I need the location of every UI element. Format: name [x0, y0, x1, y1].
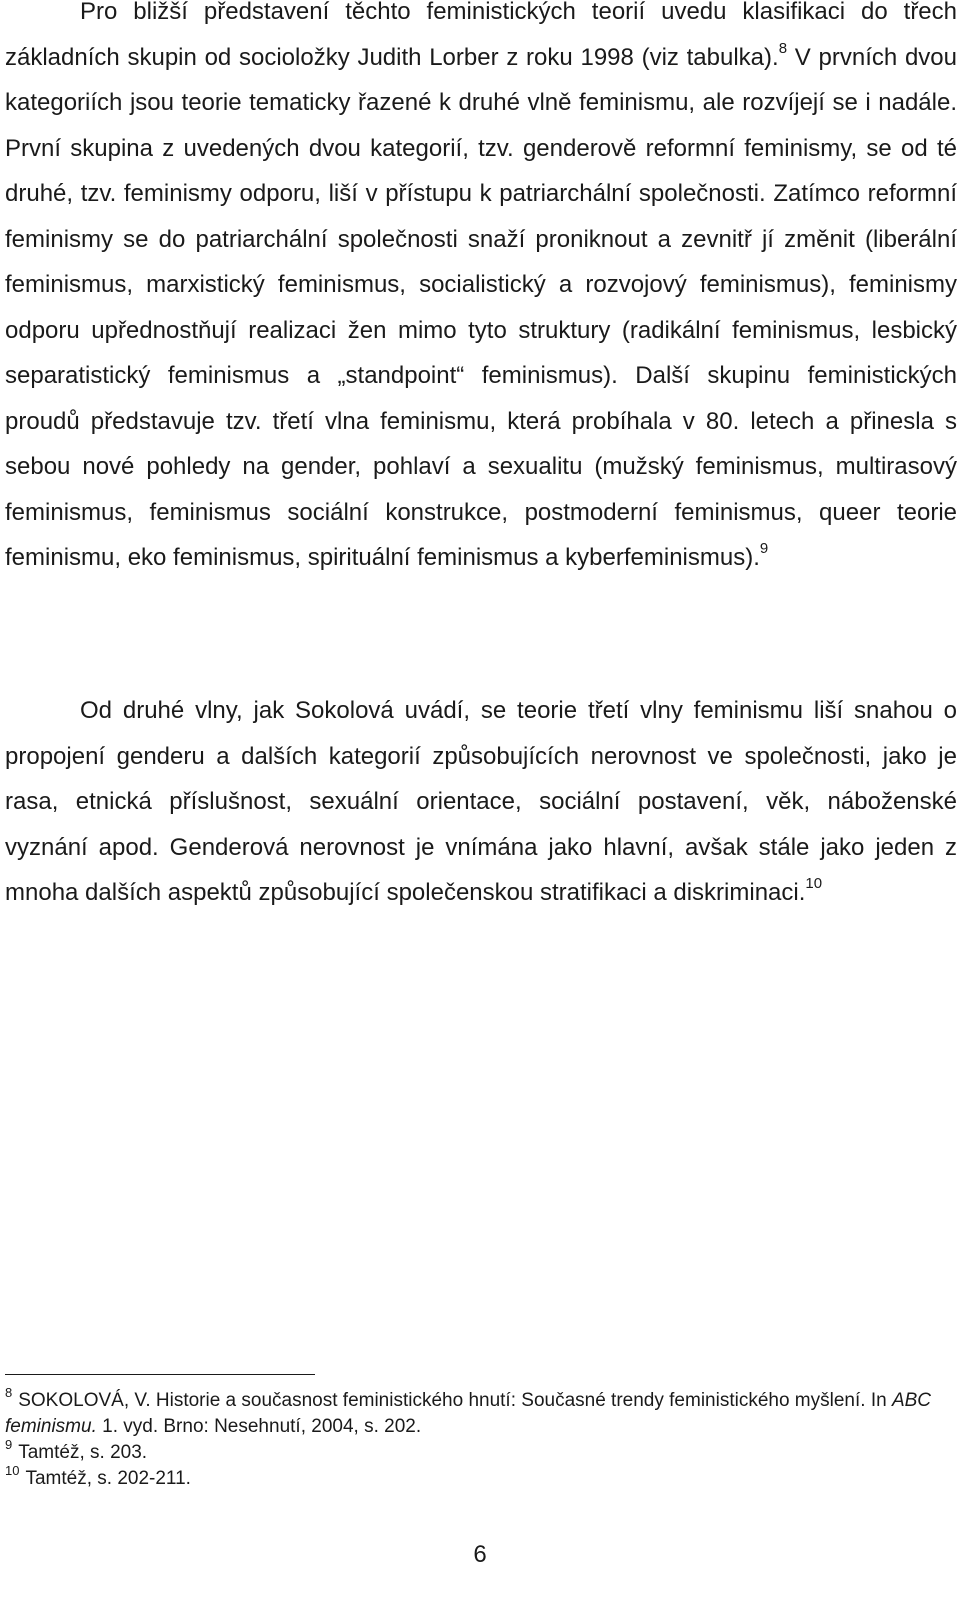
footnote-number: 9 [5, 1436, 13, 1452]
footnote-ref-9[interactable]: 9 [759, 540, 769, 557]
paragraph-third-wave [5, 688, 957, 916]
paragraph-text: Od druhé vlny, jak Sokolová uvádí, se teorie třetí vlny feminismu liší snahou o propojení genderu a dalších kategorií způsobujících nerovnost ve společnosti, jako je rasa, etnická příslušnost, sexuální orientace, sociální postavení, věk, náboženské vyznání apod. Genderová nerovnost je vnímána jako hlavní, avšak stále jako jeden z mnoha dalších aspektů způsobující společenskou stratifikaci a diskriminaci. [5, 697, 957, 906]
footnote-text: 1. vyd. Brno: Nesehnutí, 2004, s. 202. [96, 1416, 422, 1437]
paragraph-text: Pro bližší představení těchto feministických teorií uvedu klasifikaci do třech základních skupin od socioložky Judith Lorber z roku 1998 (viz tabulka). [5, 0, 957, 71]
page-number: 6 [473, 1541, 487, 1568]
footnote-italic-title: ABC feminismu. [5, 1390, 932, 1437]
footnote-9 [5, 1436, 957, 1466]
footnote-separator [5, 1374, 315, 1375]
footnotes-section [5, 1384, 957, 1492]
paragraph-text: V prvních dvou kategoriích jsou teorie tematicky řazené k druhé vlně feminismu, ale rozvíjejí se i nadále. První skupina z uvedených dvou kategorií, tzv. genderově reformní feminismy, se od té druhé, tzv. feminismy odporu, liší v přístupu k patriarchální společnosti. Zatímco reformní feminismy se do patriarchální společnosti snaží proniknout a zevnitř jí změnit (liberální feminismus, marxistický feminismus, socialistický a rozvojový feminismus), feminismy odporu upřednostňují realizaci žen mimo tyto struktury (radikální feminismus, lesbický separatistický feminismus a „standpoint“ feminismus). Další skupinu feministických proudů představuje tzv. třetí vlna feminismu, která probíhala v 80. letech a přinesla s sebou nové pohledy na gender, pohlaví a sexualitu (mužský feminismus, multirasový feminismus, feminismus sociální konstrukce, postmoderní feminismus, queer teorie feminismu, eko feminismus, spirituální feminismus a kyberfeminismus). [5, 43, 957, 571]
footnote-number: 10 [5, 1462, 20, 1478]
paragraph-feminism-classification [5, 0, 957, 581]
footnote-10 [5, 1462, 957, 1492]
footnote-ref-8[interactable]: 8 [778, 39, 788, 57]
footnote-number: 8 [5, 1384, 13, 1400]
footnote-text: SOKOLOVÁ, V. Historie a současnost feministického hnutí: Současné trendy feministického myšlení. In [18, 1390, 892, 1411]
footnote-text: Tamtéž, s. 203. [18, 1442, 148, 1463]
footnote-ref-10[interactable]: 10 [805, 875, 823, 892]
footnote-text: Tamtéž, s. 202-211. [25, 1468, 191, 1489]
footnote-8 [5, 1384, 957, 1440]
